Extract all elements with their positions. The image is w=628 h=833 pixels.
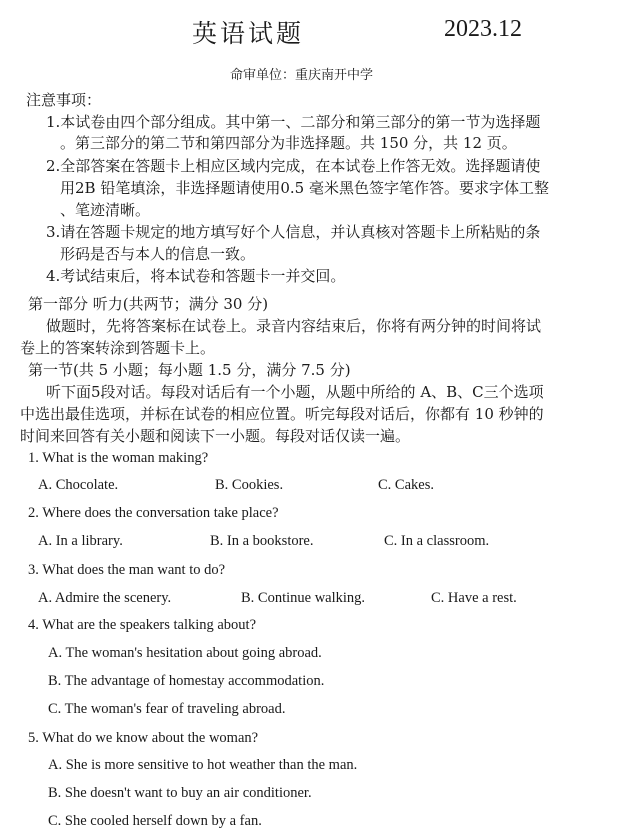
note-item-3-line1: 3.请在答题卡规定的地方填写好个人信息，并认真核对答题卡上所粘贴的条 [46, 223, 541, 241]
note-item-1-line1: 1.本试卷由四个部分组成。其中第一、二部分和第三部分的第一节为选择题 [46, 113, 541, 131]
question-2-option-a: A. In a library. [38, 533, 123, 549]
question-2-stem: 2. Where does the conversation take place? [28, 505, 279, 521]
section1-instruction-line2: 中选出最佳选项，并标在试卷的相应位置。听完每段对话后，你都有 10 秒钟的 [20, 405, 544, 423]
part1-intro-line1: 做题时，先将答案标在试卷上。录音内容结束后，你将有两分钟的时间将试 [46, 317, 542, 335]
note-item-1-line2: 。第三部分的第二节和第四部分为非选择题。共 150 分，共 12 页。 [60, 134, 517, 152]
note-item-3-line2: 形码是否与本人的信息一致。 [60, 245, 256, 263]
section1-instruction-line1: 听下面5段对话。每段对话后有一个小题，从题中所给的 A、B、C三个选项 [46, 383, 544, 401]
setting-unit: 命审单位：重庆南开中学 [230, 68, 374, 83]
question-1-option-c: C. Cakes. [378, 477, 434, 493]
part1-intro-line2: 卷上的答案转涂到答题卡上。 [20, 339, 216, 357]
section1-instruction-line3: 时间来回答有关小题和阅读下一小题。每段对话仅读一遍。 [20, 427, 411, 445]
question-3-stem: 3. What does the man want to do? [28, 562, 226, 578]
note-item-2-line2: 用2B 铅笔填涂，非选择题请使用0.5 毫米黑色签字笔作答。要求字体工整 [60, 179, 549, 197]
question-5-option-b: B. She doesn't want to buy an air conditioner. [48, 785, 312, 801]
question-2-option-b: B. In a bookstore. [210, 533, 314, 549]
question-5-stem: 5. What do we know about the woman? [28, 730, 259, 746]
exam-date: 2023.12 [444, 16, 522, 42]
question-1-option-b: B. Cookies. [215, 477, 284, 493]
notes-heading: 注意事项： [26, 91, 102, 109]
question-4-stem: 4. What are the speakers talking about? [28, 617, 257, 633]
question-4-option-a: A. The woman's hesitation about going abroad. [48, 645, 322, 661]
question-5-option-c: C. She cooled herself down by a fan. [48, 813, 262, 829]
question-4-option-b: B. The advantage of homestay accommodation. [48, 673, 325, 689]
question-3-option-b: B. Continue walking. [241, 590, 366, 606]
question-4-option-c: C. The woman's fear of traveling abroad. [48, 701, 286, 717]
note-item-2-line3: 、笔迹清晰。 [60, 201, 151, 219]
note-item-2-line1: 2.全部答案在答题卡上相应区域内完成，在本试卷上作答无效。选择题请使 [46, 157, 541, 175]
question-3-option-a: A. Admire the scenery. [38, 590, 172, 606]
exam-title: 英语试题 [192, 19, 305, 48]
question-5-option-a: A. She is more sensitive to hot weather than the man. [48, 757, 358, 773]
section1-heading: 第一节(共 5 小题；每小题 1.5 分，满分 7.5 分) [28, 361, 351, 379]
question-1-stem: 1. What is the woman making? [28, 450, 209, 466]
question-2-option-c: C. In a classroom. [384, 533, 490, 549]
part1-heading: 第一部分 听力(共两节；满分 30 分) [28, 295, 269, 313]
question-1-option-a: A. Chocolate. [38, 477, 119, 493]
question-3-option-c: C. Have a rest. [431, 590, 517, 606]
note-item-4-line1: 4.考试结束后，将本试卷和答题卡一并交回。 [46, 267, 346, 285]
